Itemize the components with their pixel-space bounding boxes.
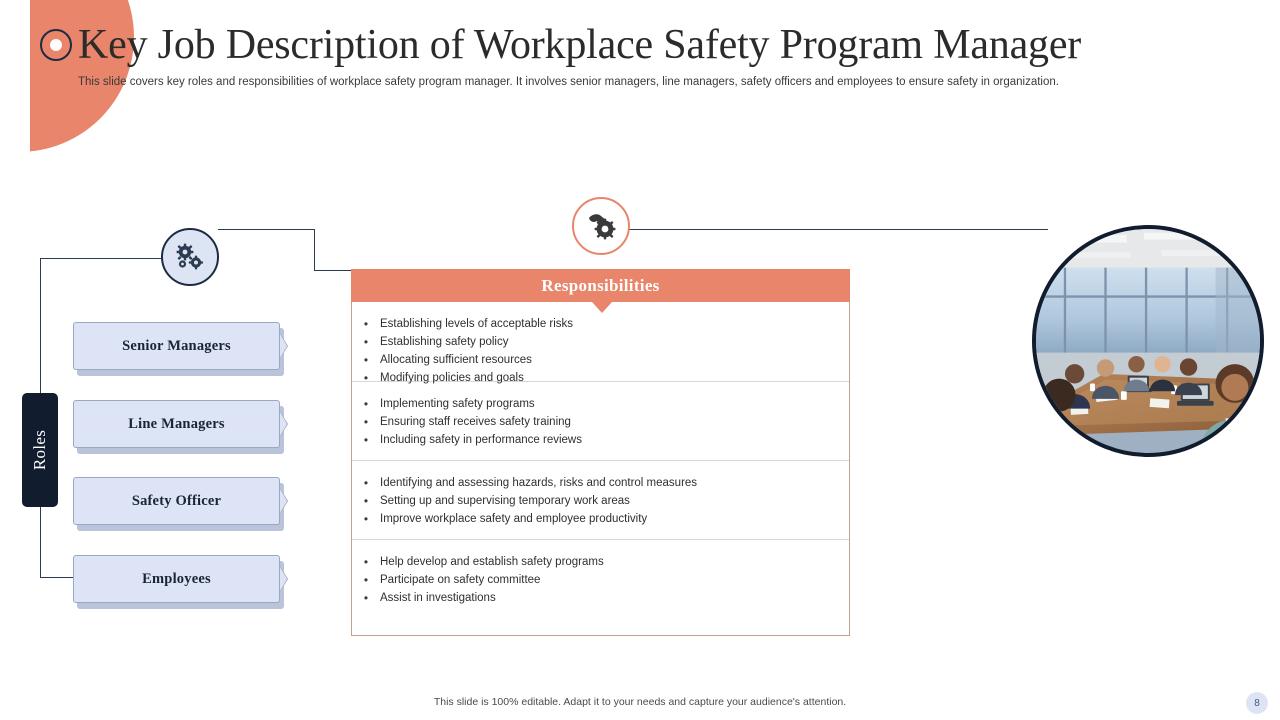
bullet-icon: • <box>363 512 369 526</box>
list-item <box>352 590 849 606</box>
list-item <box>352 414 849 430</box>
responsibilities-panel <box>351 269 850 636</box>
responsibilities-header-notch <box>592 302 612 313</box>
role-chip-label: Safety Officer <box>131 492 222 509</box>
connector-line-to-panel <box>314 270 352 271</box>
list-item-text: Identifying and assessing hazards, risks and control measures <box>380 477 698 489</box>
role-chip-label: Employees <box>142 570 211 587</box>
bullet-icon: • <box>363 555 369 569</box>
bullet-icon: • <box>363 573 369 587</box>
list-item <box>352 572 849 588</box>
list-item-text: Implementing safety programs <box>380 398 535 410</box>
wrench-gear-icon <box>572 197 630 255</box>
bullet-icon: • <box>363 353 369 367</box>
chip-body <box>73 400 280 448</box>
role-chip-safety-officer[interactable] <box>73 477 300 525</box>
responsibilities-header-label: Responsibilities <box>541 275 660 295</box>
list-item-text: Ensuring staff receives safety training <box>380 416 571 428</box>
page-number-badge: 8 <box>1246 692 1268 714</box>
connector-line-left-bottom <box>40 577 74 578</box>
responsibilities-group-employees <box>352 540 849 635</box>
footer-note: This slide is 100% editable. Adapt it to your needs and capture your audience's attention. <box>433 696 847 708</box>
list-item <box>352 511 849 527</box>
list-item <box>352 316 849 332</box>
chip-body <box>73 555 280 603</box>
bullet-icon: • <box>363 371 369 385</box>
role-chip-employees[interactable] <box>73 555 300 603</box>
list-item-text: Help develop and establish safety programs <box>380 556 604 568</box>
roles-tab-label: Roles <box>30 429 50 471</box>
chip-body <box>73 322 280 370</box>
list-item <box>352 475 849 491</box>
list-item <box>352 334 849 350</box>
gears-icon <box>161 228 219 286</box>
list-item-text: Setting up and supervising temporary work areas <box>380 495 630 507</box>
responsibilities-group-safety-officer <box>352 461 849 540</box>
responsibilities-group-senior-managers <box>352 302 849 385</box>
list-item <box>352 352 849 368</box>
roles-tab <box>22 393 58 507</box>
role-chip-label: Line Managers <box>128 415 225 432</box>
responsibilities-header <box>351 269 850 302</box>
list-item <box>352 396 849 412</box>
list-item-text: Allocating sufficient resources <box>380 354 532 366</box>
bullet-icon: • <box>363 397 369 411</box>
list-item-text: Assist in investigations <box>380 592 496 604</box>
decorative-corner-mask <box>0 0 30 160</box>
bullet-icon: • <box>363 476 369 490</box>
role-chip-senior-managers[interactable] <box>73 322 300 370</box>
role-chip-line-managers[interactable] <box>73 400 300 448</box>
list-item <box>352 432 849 448</box>
list-item-text: Modifying policies and goals <box>380 372 524 384</box>
bullet-icon: • <box>363 433 369 447</box>
bullet-icon: • <box>363 335 369 349</box>
page-subtitle: This slide covers key roles and responsibilities of workplace safety program manager. It involves senior managers, line managers, safety officers and employees to ensure safety in organization. <box>78 76 1059 88</box>
connector-line-vertical-mid <box>314 229 315 271</box>
bullet-icon: • <box>363 415 369 429</box>
list-item-text: Establishing levels of acceptable risks <box>380 318 574 330</box>
list-item <box>352 493 849 509</box>
list-item <box>352 554 849 570</box>
responsibilities-body <box>351 302 850 636</box>
role-chip-label: Senior Managers <box>122 337 231 354</box>
ring-icon <box>40 29 72 61</box>
list-item-text: Establishing safety policy <box>380 336 509 348</box>
bullet-icon: • <box>363 317 369 331</box>
connector-line-top-left <box>218 229 314 230</box>
list-item-text: Improve workplace safety and employee productivity <box>380 513 648 525</box>
page-title: Key Job Description of Workplace Safety Program Manager <box>78 22 1082 68</box>
list-item-text: Participate on safety committee <box>380 574 541 586</box>
connector-line-top-right <box>628 229 1048 230</box>
bullet-icon: • <box>363 494 369 508</box>
meeting-room-photo <box>1032 225 1264 457</box>
chip-body <box>73 477 280 525</box>
list-item-text: Including safety in performance reviews <box>380 434 582 446</box>
bullet-icon: • <box>363 591 369 605</box>
responsibilities-group-line-managers <box>352 382 849 461</box>
